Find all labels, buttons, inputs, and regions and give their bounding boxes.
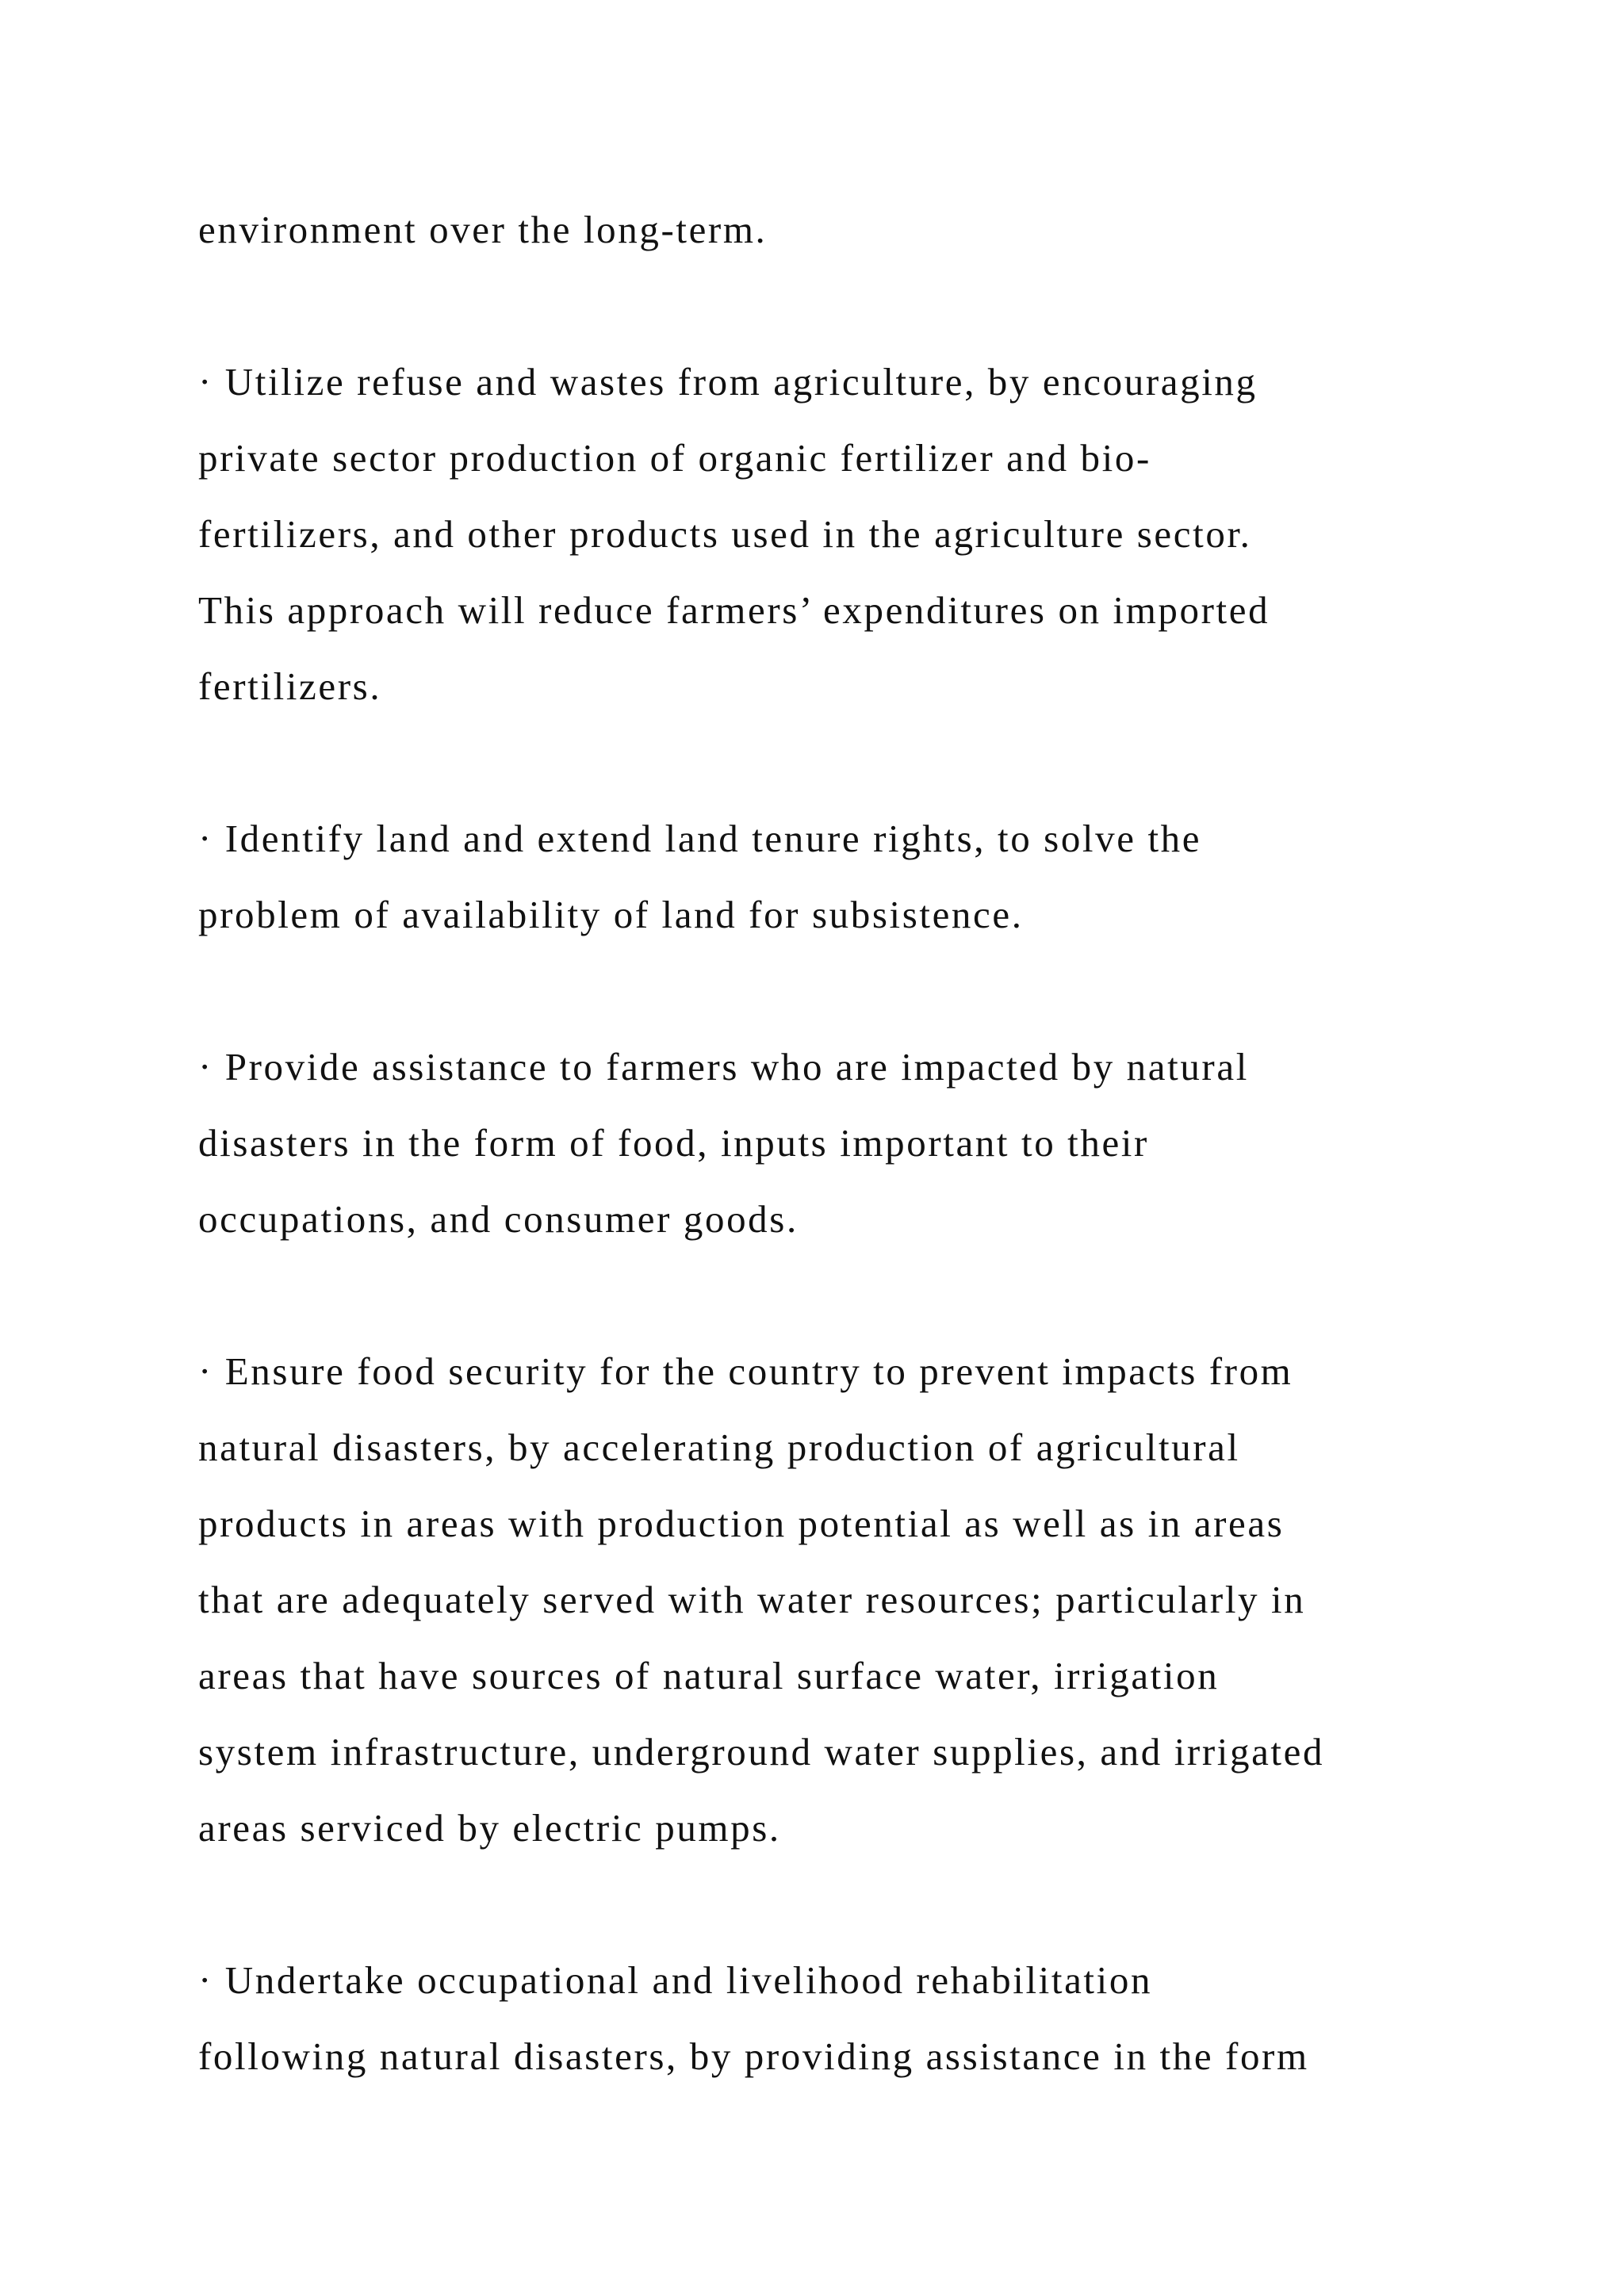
text-line: that are adequately served with water resources; particularly in [198,1578,1306,1621]
text-line: · Ensure food security for the country to prevent impacts from [198,1349,1293,1393]
text-line: · Utilize refuse and wastes from agriculture, by encouraging [198,360,1258,404]
text-line: environment over the long-term. [198,208,768,251]
text-line: · Undertake occupational and livelihood rehabilitation [198,1958,1153,2002]
text-line: private sector production of organic fertilizer and bio- [198,436,1151,480]
bullet-ensure-food-security [198,1334,1435,1866]
text-line: occupations, and consumer goods. [198,1197,799,1241]
text-line: system infrastructure, underground water supplies, and irrigated [198,1730,1325,1774]
text-line: areas serviced by electric pumps. [198,1806,781,1850]
bullet-identify-land [198,801,1435,953]
text-line: fertilizers, and other products used in the agriculture sector. [198,512,1252,556]
text-line: · Provide assistance to farmers who are impacted by natural [198,1045,1249,1089]
text-line: fertilizers. [198,664,382,708]
paragraph-continuation [198,192,1435,268]
text-line: · Identify land and extend land tenure rights, to solve the [198,817,1202,860]
text-line: disasters in the form of food, inputs important to their [198,1121,1149,1165]
bullet-provide-assistance [198,1029,1435,1257]
text-line: This approach will reduce farmers’ expenditures on imported [198,588,1270,632]
document-page [198,192,1435,2171]
text-line: following natural disasters, by providing assistance in the form [198,2034,1309,2078]
text-line: natural disasters, by accelerating production of agricultural [198,1425,1240,1469]
text-line: products in areas with production potential as well as in areas [198,1502,1285,1545]
text-line: problem of availability of land for subsistence. [198,893,1024,936]
bullet-undertake-rehabilitation [198,1942,1435,2095]
text-line: areas that have sources of natural surface water, irrigation [198,1654,1220,1697]
bullet-utilize-refuse [198,344,1435,725]
